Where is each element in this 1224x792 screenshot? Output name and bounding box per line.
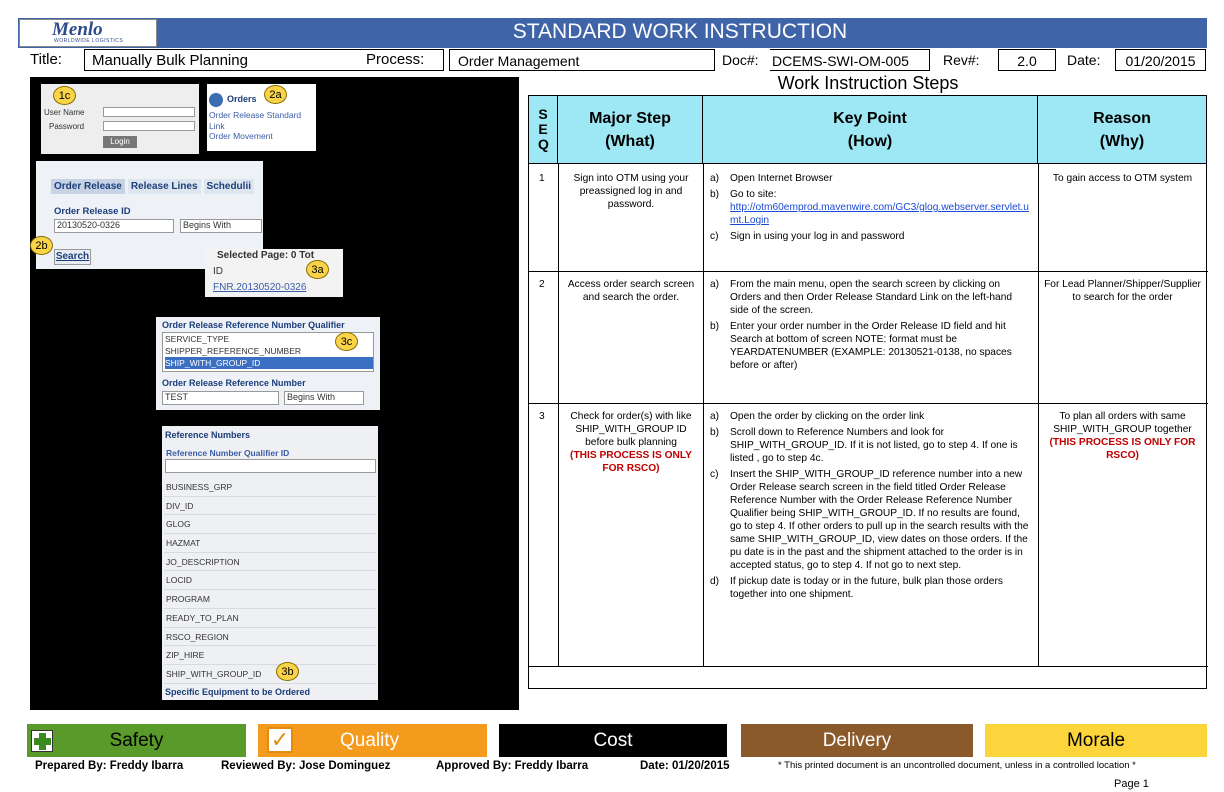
tab-release-lines[interactable]: Release Lines <box>128 179 201 194</box>
reference-qualifier-option[interactable]: READY_TO_PLAN <box>164 609 376 628</box>
title-label: Title: <box>30 51 62 68</box>
reference-number-input[interactable]: TEST <box>162 391 279 405</box>
login-button[interactable]: Login <box>103 136 137 148</box>
id-column-header: ID <box>213 266 223 277</box>
login-pass-label: Password <box>49 122 85 131</box>
login-pass-field[interactable] <box>103 121 195 131</box>
rsco-only-note-2: (THIS PROCESS IS ONLY FOR RSCO) <box>1049 437 1196 461</box>
row-3-seq: 3 <box>539 411 545 422</box>
callout-badge-3c: 3c <box>335 332 358 351</box>
reference-qualifier-id-label: Reference Number Qualifier ID <box>166 448 290 458</box>
approved-by: Approved By: Freddy Ibarra <box>436 760 589 772</box>
row-1-seq: 1 <box>539 173 545 184</box>
order-movement-link[interactable]: Order Movement <box>209 131 273 141</box>
reference-numbers-screenshot <box>162 426 378 700</box>
col-seq-header: S E Q <box>529 96 558 164</box>
begins-with-select[interactable]: Begins With <box>180 219 262 233</box>
row-2-reason: For Lead Planner/Shipper/Supplier to search for the order <box>1044 279 1201 303</box>
order-release-standard-link-2[interactable]: Link <box>209 120 225 131</box>
reference-qualifier-option[interactable]: JO_DESCRIPTION <box>164 553 376 572</box>
orders-icon <box>209 93 223 107</box>
reference-qualifier-option[interactable]: BUSINESS_GRP <box>164 478 376 497</box>
col-key-header: Key Point (How) <box>703 96 1038 164</box>
qualifier-label: Order Release Reference Number Qualifier <box>162 320 345 330</box>
morale-label: Morale <box>1066 730 1126 751</box>
row-3-key-points: a) Open the order by clicking on the order link b) Scroll down to Reference Numbers and look for SHIP_WITH_GROUP_ID. If it is not listed, go to step 4. If one is listed , go to step 4c. c) Insert the SHIP_WITH_GROUP_ID reference number into a new Order Release search screen in the field titled Order Release Reference Number with the Order Release Reference Number Qualifier being SHIP_WITH_GROUP_ID. If no results are found, go to step 4. If other orders to pull up in the search results with the same SHIP_WITH_GROUP_ID, view dates on those orders. If the pu date is in the past and the shipment attached to the order is in accepted status, go to step 4. If not go to next step. d) If pickup date is today or in the future, bulk plan those orders together into one shipment. <box>710 411 1029 600</box>
process-value: Order Management <box>449 49 715 71</box>
order-release-id-label: Order Release ID <box>54 206 131 217</box>
title-value: Manually Bulk Planning <box>84 49 444 71</box>
quality-box <box>258 724 487 757</box>
reference-numbers-title: Reference Numbers <box>165 430 251 440</box>
reference-number-label: Order Release Reference Number <box>162 378 306 388</box>
reviewed-by: Reviewed By: Jose Dominguez <box>221 760 391 772</box>
row-3-reason: To plan all orders with same SHIP_WITH_GROUP together (THIS PROCESS IS ONLY FOR RSCO) <box>1044 410 1201 462</box>
safety-label: Safety <box>109 730 164 751</box>
footer-date: Date: 01/20/2015 <box>640 760 730 772</box>
row-2-key-points: a) From the main menu, open the search screen by clicking on Orders and then Order Release Standard Link on the left-hand side of the screen. b) Enter your order number in the Order Release ID field and hit Search at bottom of screen NOTE: format must be YEARDATENUMBER (EXAMPLE: 20130521-0138, no spaces before or after) <box>710 279 1013 371</box>
row-2-seq: 2 <box>539 279 545 290</box>
col-reason-header: Reason (Why) <box>1038 96 1206 164</box>
reference-qualifier-options <box>164 478 376 684</box>
callout-badge-3b: 3b <box>276 662 299 681</box>
doc-value: DCEMS-SWI-OM-005 <box>770 49 930 71</box>
callout-badge-1c: 1c <box>53 86 76 105</box>
reference-qualifier-option[interactable]: PROGRAM <box>164 590 376 609</box>
col-major-header: Major Step (What) <box>558 96 703 164</box>
cost-label: Cost <box>593 730 633 751</box>
page-number: Page 1 <box>1114 778 1149 790</box>
uncontrolled-notice: * This printed document is an uncontrolled document, unless in a controlled location * <box>778 760 1136 771</box>
morale-box <box>985 724 1207 757</box>
reference-qualifier-dropdown[interactable] <box>165 459 376 473</box>
reference-qualifier-option[interactable]: SHIP_WITH_GROUP_ID <box>164 665 376 684</box>
order-release-standard-link[interactable]: Order Release Standard <box>209 110 302 120</box>
steps-table <box>528 95 1207 689</box>
callout-badge-2b: 2b <box>30 236 53 255</box>
delivery-label: Delivery <box>822 730 892 751</box>
reference-qualifier-option[interactable]: GLOG <box>164 515 376 534</box>
orders-title: Orders <box>227 94 257 104</box>
qualifier-option[interactable]: SERVICE_TYPE <box>165 334 230 344</box>
date-value: 01/20/2015 <box>1115 49 1206 71</box>
login-user-field[interactable] <box>103 107 195 117</box>
document-title: STANDARD WORK INSTRUCTION <box>512 20 848 43</box>
callout-badge-2a: 2a <box>264 85 287 104</box>
rev-label: Rev#: <box>943 52 980 68</box>
begins-with-select-2[interactable]: Begins With <box>284 391 364 405</box>
doc-label: Doc#: <box>722 52 759 68</box>
company-logo: Menlo <box>52 19 103 40</box>
rsco-only-note: (THIS PROCESS IS ONLY FOR RSCO) <box>570 450 692 474</box>
qualifier-option[interactable]: SHIPPER_REFERENCE_NUMBER <box>165 346 302 356</box>
reference-qualifier-screenshot <box>156 317 380 410</box>
reference-qualifier-option[interactable]: RSCO_REGION <box>164 628 376 647</box>
row-3-major-step: Check for order(s) with like SHIP_WITH_GROUP ID before bulk planning (THIS PROCESS IS ONLY FOR RSCO) <box>565 410 697 475</box>
selected-page-text: Selected Page: 0 Tot <box>217 250 315 261</box>
order-result-link[interactable]: FNR.20130520-0326 <box>213 282 307 293</box>
safety-cross-icon <box>31 730 53 752</box>
company-logo-subtitle: WORLDWIDE LOGISTICS <box>54 38 124 44</box>
steps-heading: Work Instruction Steps <box>777 73 959 93</box>
row-1-major-step: Sign into OTM using your preassigned log in and password. <box>573 173 689 210</box>
screenshot-panel <box>30 77 519 710</box>
row-2-major-step: Access order search screen and search the order. <box>567 279 695 303</box>
reference-qualifier-option[interactable]: DIV_ID <box>164 497 376 516</box>
reference-qualifier-option[interactable]: HAZMAT <box>164 534 376 553</box>
checkbox-icon: ✓ <box>267 727 293 753</box>
search-button[interactable]: Search <box>54 249 91 265</box>
specific-equipment-title: Specific Equipment to be Ordered <box>165 687 311 697</box>
orders-menu-screenshot <box>207 84 316 151</box>
login-user-label: User Name <box>44 108 85 117</box>
callout-badge-3a: 3a <box>306 260 329 279</box>
tab-schedule[interactable]: Schedulii <box>204 179 254 194</box>
rev-value: 2.0 <box>998 49 1056 71</box>
qualifier-option-selected[interactable]: SHIP_WITH_GROUP_ID <box>165 357 373 369</box>
prepared-by: Prepared By: Freddy Ibarra <box>35 760 184 772</box>
otm-login-link[interactable]: http://otm60emprod.mavenwire.com/GC3/glog.webserver.servlet.umt.Login <box>730 202 1029 226</box>
process-label: Process: <box>366 51 425 68</box>
cost-box <box>499 724 727 757</box>
date-label: Date: <box>1067 52 1101 68</box>
reference-qualifier-option[interactable]: ZIP_HIRE <box>164 646 376 665</box>
row-1-key-points: a) Open Internet Browser b) Go to site: http://otm60emprod.mavenwire.com/GC3/glog.webserver.servlet.umt.Login c) Sign in using your log in and password <box>710 172 1032 246</box>
safety-box <box>27 724 246 757</box>
order-release-id-input[interactable]: 20130520-0326 <box>54 219 174 233</box>
tab-order-release[interactable]: Order Release <box>51 179 125 194</box>
row-1-reason: To gain access to OTM system <box>1052 173 1193 184</box>
reference-qualifier-option[interactable]: LOCID <box>164 571 376 590</box>
delivery-box <box>741 724 973 757</box>
quality-label: Quality <box>340 730 400 751</box>
